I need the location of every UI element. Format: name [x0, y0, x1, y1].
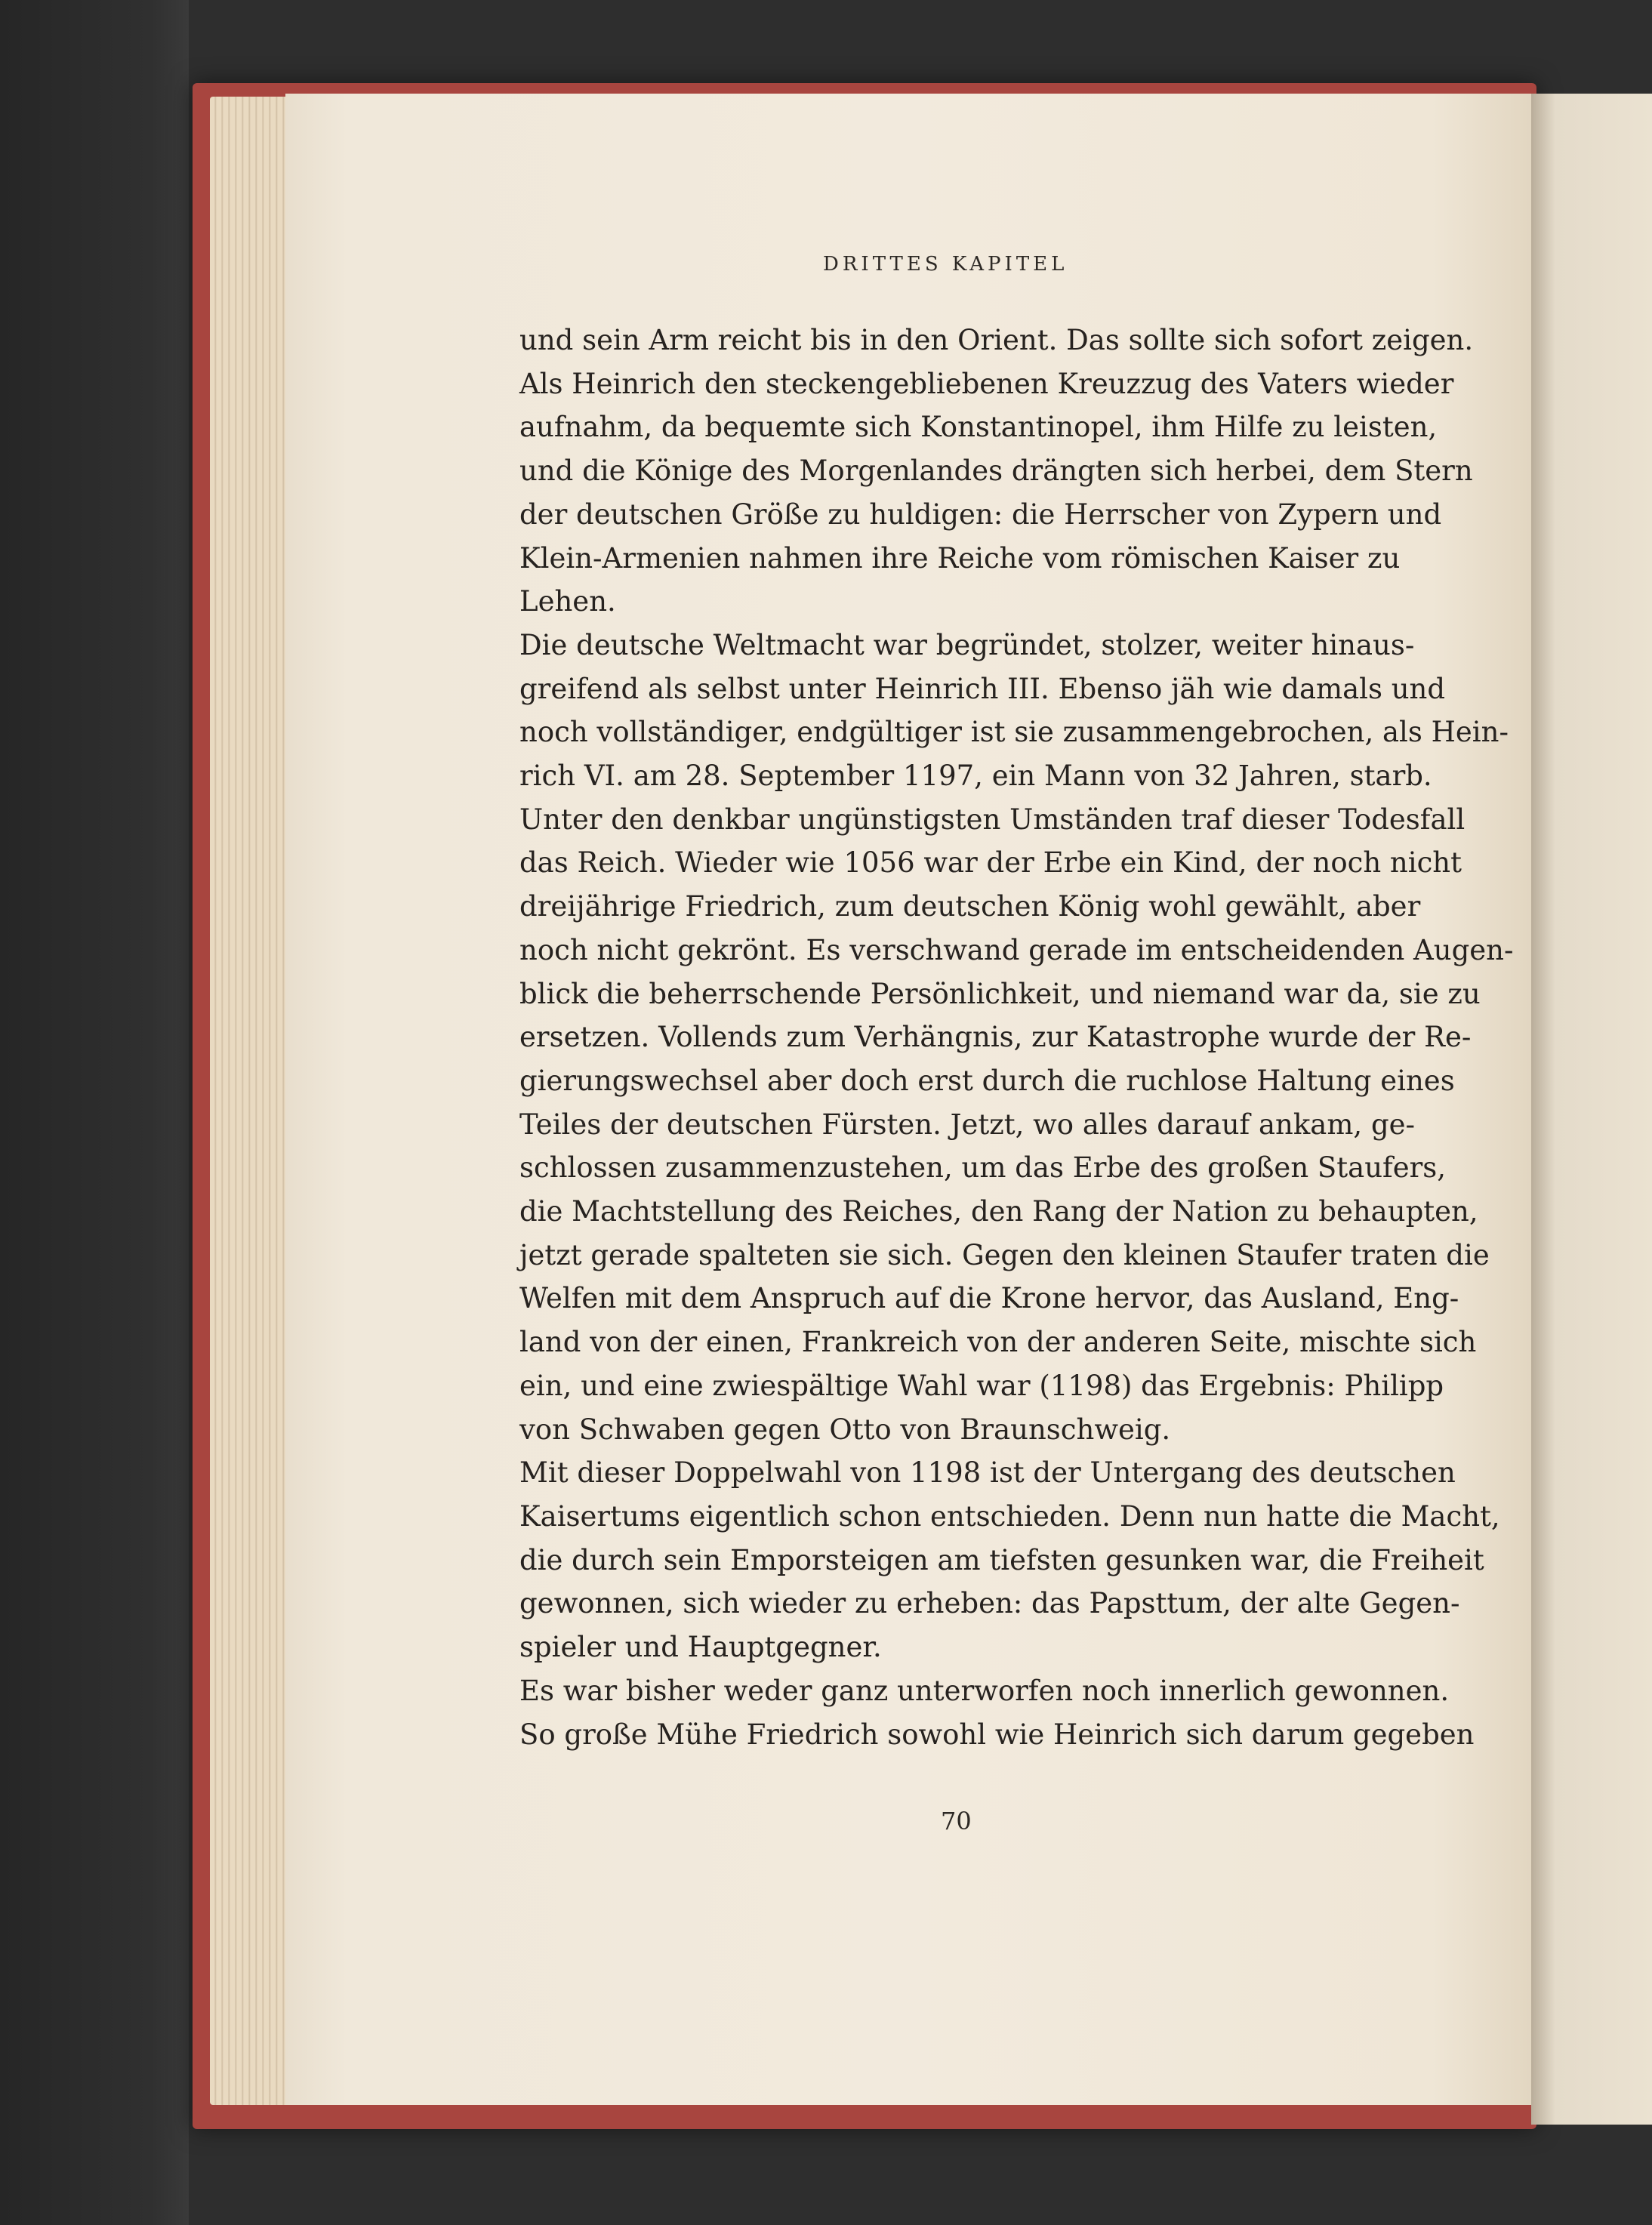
- text-line: die Machtstellung des Reiches, den Rang der Nation zu behaupten,: [519, 1195, 1478, 1228]
- text-line: Die deutsche Weltmacht war begründet, stolzer, weiter hinaus-: [519, 628, 1415, 661]
- text-line: Unter den denkbar ungünstigsten Umständen traf dieser Todesfall: [519, 803, 1466, 836]
- text-line: Klein-Armenien nahmen ihre Reiche vom römischen Kaiser zu: [519, 541, 1401, 575]
- text-line: Lehen.: [519, 585, 616, 618]
- text-line: noch nicht gekrönt. Es verschwand gerade im entscheidenden Augen-: [519, 933, 1514, 966]
- text-line: und sein Arm reicht bis in den Orient. Das sollte sich sofort zeigen.: [519, 324, 1474, 356]
- text-line: und die Könige des Morgenlandes drängten sich herbei, dem Stern: [519, 455, 1473, 488]
- text-line: Welfen mit dem Anspruch auf die Krone hervor, das Ausland, Eng-: [519, 1282, 1459, 1315]
- text-line: das Reich. Wieder wie 1056 war der Erbe ein Kind, der noch nicht: [519, 846, 1462, 880]
- text-line: Es war bisher weder ganz unterworfen noch innerlich gewonnen.: [519, 1674, 1450, 1707]
- text-line: Teiles der deutschen Fürsten. Jetzt, wo alles darauf ankam, ge-: [519, 1108, 1416, 1141]
- text-line: ein, und eine zwiespältige Wahl war (1198) das Ergebnis: Philipp: [519, 1369, 1444, 1402]
- text-line: Kaisertums eigentlich schon entschieden. Denn nun hatte die Macht,: [519, 1499, 1500, 1533]
- text-line: aufnahm, da bequemte sich Konstantinopel, ihm Hilfe zu leisten,: [519, 411, 1438, 444]
- text-line: noch vollständiger, endgültiger ist sie zusammengebrochen, als Hein-: [519, 716, 1509, 749]
- text-line: land von der einen, Frankreich von der anderen Seite, mischte sich: [519, 1326, 1477, 1359]
- text-line: von Schwaben gegen Otto von Braunschweig.: [519, 1413, 1171, 1446]
- background-surface: [0, 0, 189, 2225]
- text-line: der deutschen Größe zu huldigen: die Herrscher von Zypern und: [519, 498, 1442, 531]
- text-line: Mit dieser Doppelwahl von 1198 ist der Untergang des deutschen: [519, 1456, 1456, 1490]
- body-text: [519, 319, 1514, 1756]
- text-line: schlossen zusammenzustehen, um das Erbe des großen Staufers,: [519, 1151, 1447, 1185]
- text-line: So große Mühe Friedrich sowohl wie Heinrich sich darum gegeben: [519, 1718, 1475, 1751]
- text-line: jetzt gerade spalteten sie sich. Gegen den kleinen Staufer traten die: [519, 1238, 1490, 1271]
- text-line: spieler und Hauptgegner.: [519, 1631, 882, 1664]
- text-line: Als Heinrich den steckengebliebenen Kreuzzug des Vaters wieder: [519, 367, 1454, 400]
- text-line: die durch sein Emporsteigen am tiefsten gesunken war, die Freiheit: [519, 1543, 1484, 1576]
- text-line: gewonnen, sich wieder zu erheben: das Papsttum, der alte Gegen-: [519, 1587, 1460, 1620]
- running-header: DRITTES KAPITEL: [823, 253, 1068, 276]
- text-line: ersetzen. Vollends zum Verhängnis, zur Katastrophe wurde der Re-: [519, 1021, 1472, 1054]
- page-number: 70: [941, 1807, 972, 1835]
- facing-page: [1531, 94, 1652, 2125]
- text-line: rich VI. am 28. September 1197, ein Mann von 32 Jahren, starb.: [519, 760, 1432, 793]
- text-line: gierungswechsel aber doch erst durch die ruchlose Haltung eines: [519, 1064, 1455, 1097]
- text-line: blick die beherrschende Persönlichkeit, und niemand war da, sie zu: [519, 977, 1481, 1010]
- text-line: dreijährige Friedrich, zum deutschen König wohl gewählt, aber: [519, 890, 1421, 923]
- page-edges: [210, 97, 293, 2105]
- text-line: greifend als selbst unter Heinrich III. Ebenso jäh wie damals und: [519, 672, 1446, 705]
